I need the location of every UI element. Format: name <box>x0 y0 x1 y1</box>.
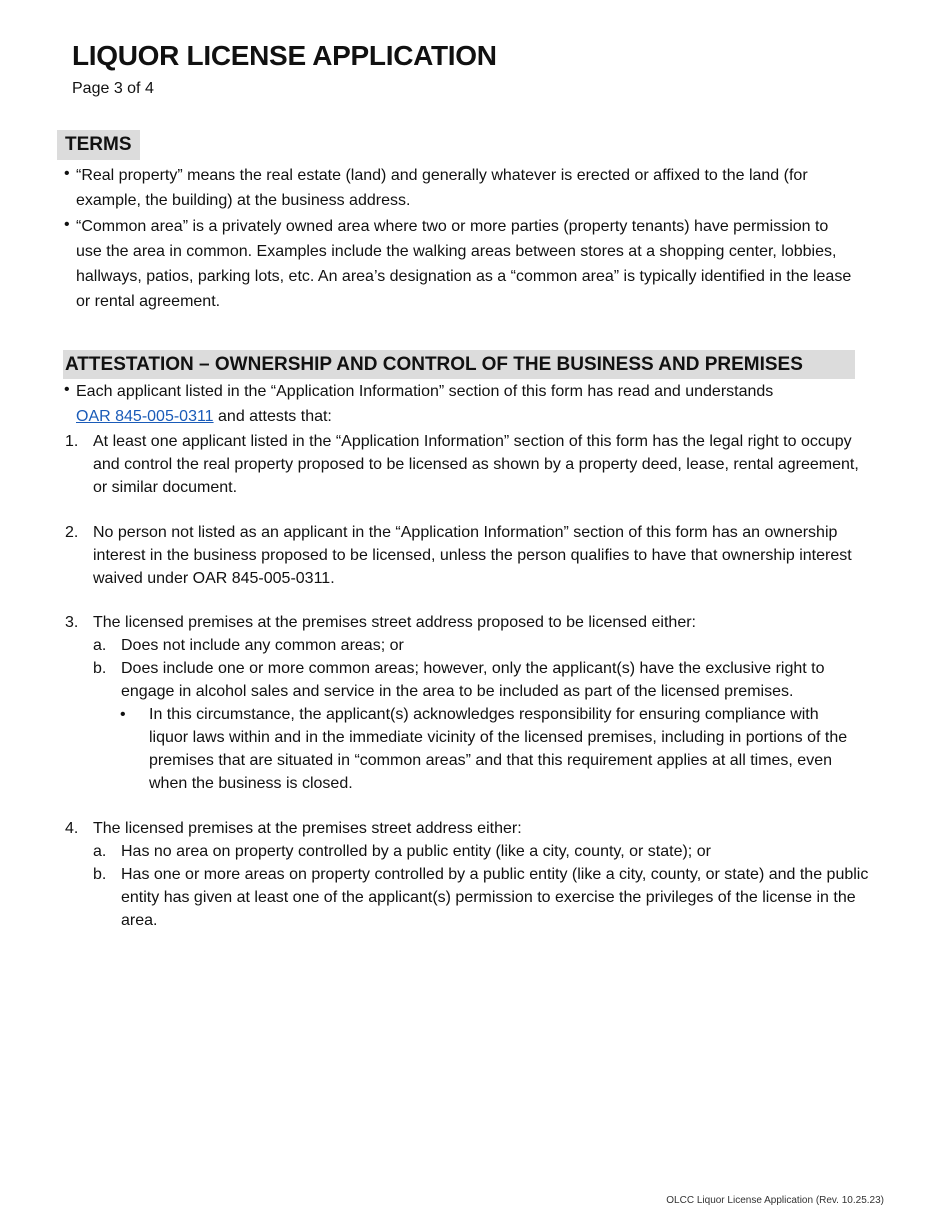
attestation-item-2: No person not listed as an applicant in the “Application Information” section of this form has an ownership interest in the business proposed to be licensed, unless the person qualifies to have that ownership interest waived under OAR 845-005-0311. <box>93 524 852 587</box>
attestation-intro-text: Each applicant listed in the “Application Information” section of this form has read and understands <box>76 383 774 400</box>
page-title: LIQUOR LICENSE APPLICATION <box>72 40 497 71</box>
attestation-item-3-note: In this circumstance, the applicant(s) acknowledges responsibility for ensuring compliance with liquor laws within and in the immediate vicinity of the licensed premises, including in portions of the premises that are situated in “common areas” and that this requirement applies at all times, even when the business is closed. <box>149 706 848 792</box>
attestation-item-4b: Has one or more areas on property controlled by a public entity (like a city, county, or state) and the public entity has given at least one of the applicant(s) permission to exercise the privileges of the license in the area. <box>121 866 869 929</box>
attestation-intro <box>76 379 856 429</box>
oar-link[interactable]: OAR 845-005-0311 <box>76 408 214 425</box>
term-real-property: “Real property” means the real estate (land) and generally whatever is erected or affixed to the land (for example, the building) at the business address. <box>76 167 808 209</box>
page-number: Page 3 of 4 <box>72 80 154 97</box>
item-number: 1. <box>65 433 79 450</box>
sub-letter: b. <box>93 866 107 883</box>
sub-letter: a. <box>93 843 107 860</box>
attestation-item-4a: Has no area on property controlled by a public entity (like a city, county, or state); or <box>121 843 711 860</box>
attestation-item-4: The licensed premises at the premises street address either: <box>93 820 522 837</box>
bullet-icon: • <box>64 165 70 182</box>
sub-letter: b. <box>93 660 107 677</box>
attestation-item-3b: Does include one or more common areas; however, only the applicant(s) have the exclusive right to engage in alcohol sales and service in the area to be included as part of the licensed premises. <box>121 660 825 700</box>
item-number: 3. <box>65 614 79 631</box>
attestation-item-3: The licensed premises at the premises street address proposed to be licensed either: <box>93 614 696 631</box>
bullet-icon: • <box>64 381 70 398</box>
item-number: 4. <box>65 820 79 837</box>
attestation-item-1: At least one applicant listed in the “Application Information” section of this form has the legal right to occupy and control the real property proposed to be licensed as shown by a property deed, lease, rental agreement, or similar document. <box>93 433 859 496</box>
sub-letter: a. <box>93 637 107 654</box>
terms-heading: TERMS <box>57 130 140 160</box>
attestation-intro-suffix: and attests that: <box>213 408 332 425</box>
footer-revision: OLCC Liquor License Application (Rev. 10.25.23) <box>666 1195 884 1206</box>
bullet-icon: • <box>64 216 70 233</box>
term-common-area: “Common area” is a privately owned area where two or more parties (property tenants) have permission to use the area in common. Examples include the walking areas between stores at a shopping center, lobbies, hallways, patios, parking lots, etc. An area’s designation as a “common area” is typically identified in the lease or rental agreement. <box>76 218 852 310</box>
attestation-item-3a: Does not include any common areas; or <box>121 637 404 654</box>
attestation-heading: ATTESTATION – OWNERSHIP AND CONTROL OF THE BUSINESS AND PREMISES <box>63 350 855 379</box>
bullet-icon: • <box>120 706 126 723</box>
item-number: 2. <box>65 524 79 541</box>
